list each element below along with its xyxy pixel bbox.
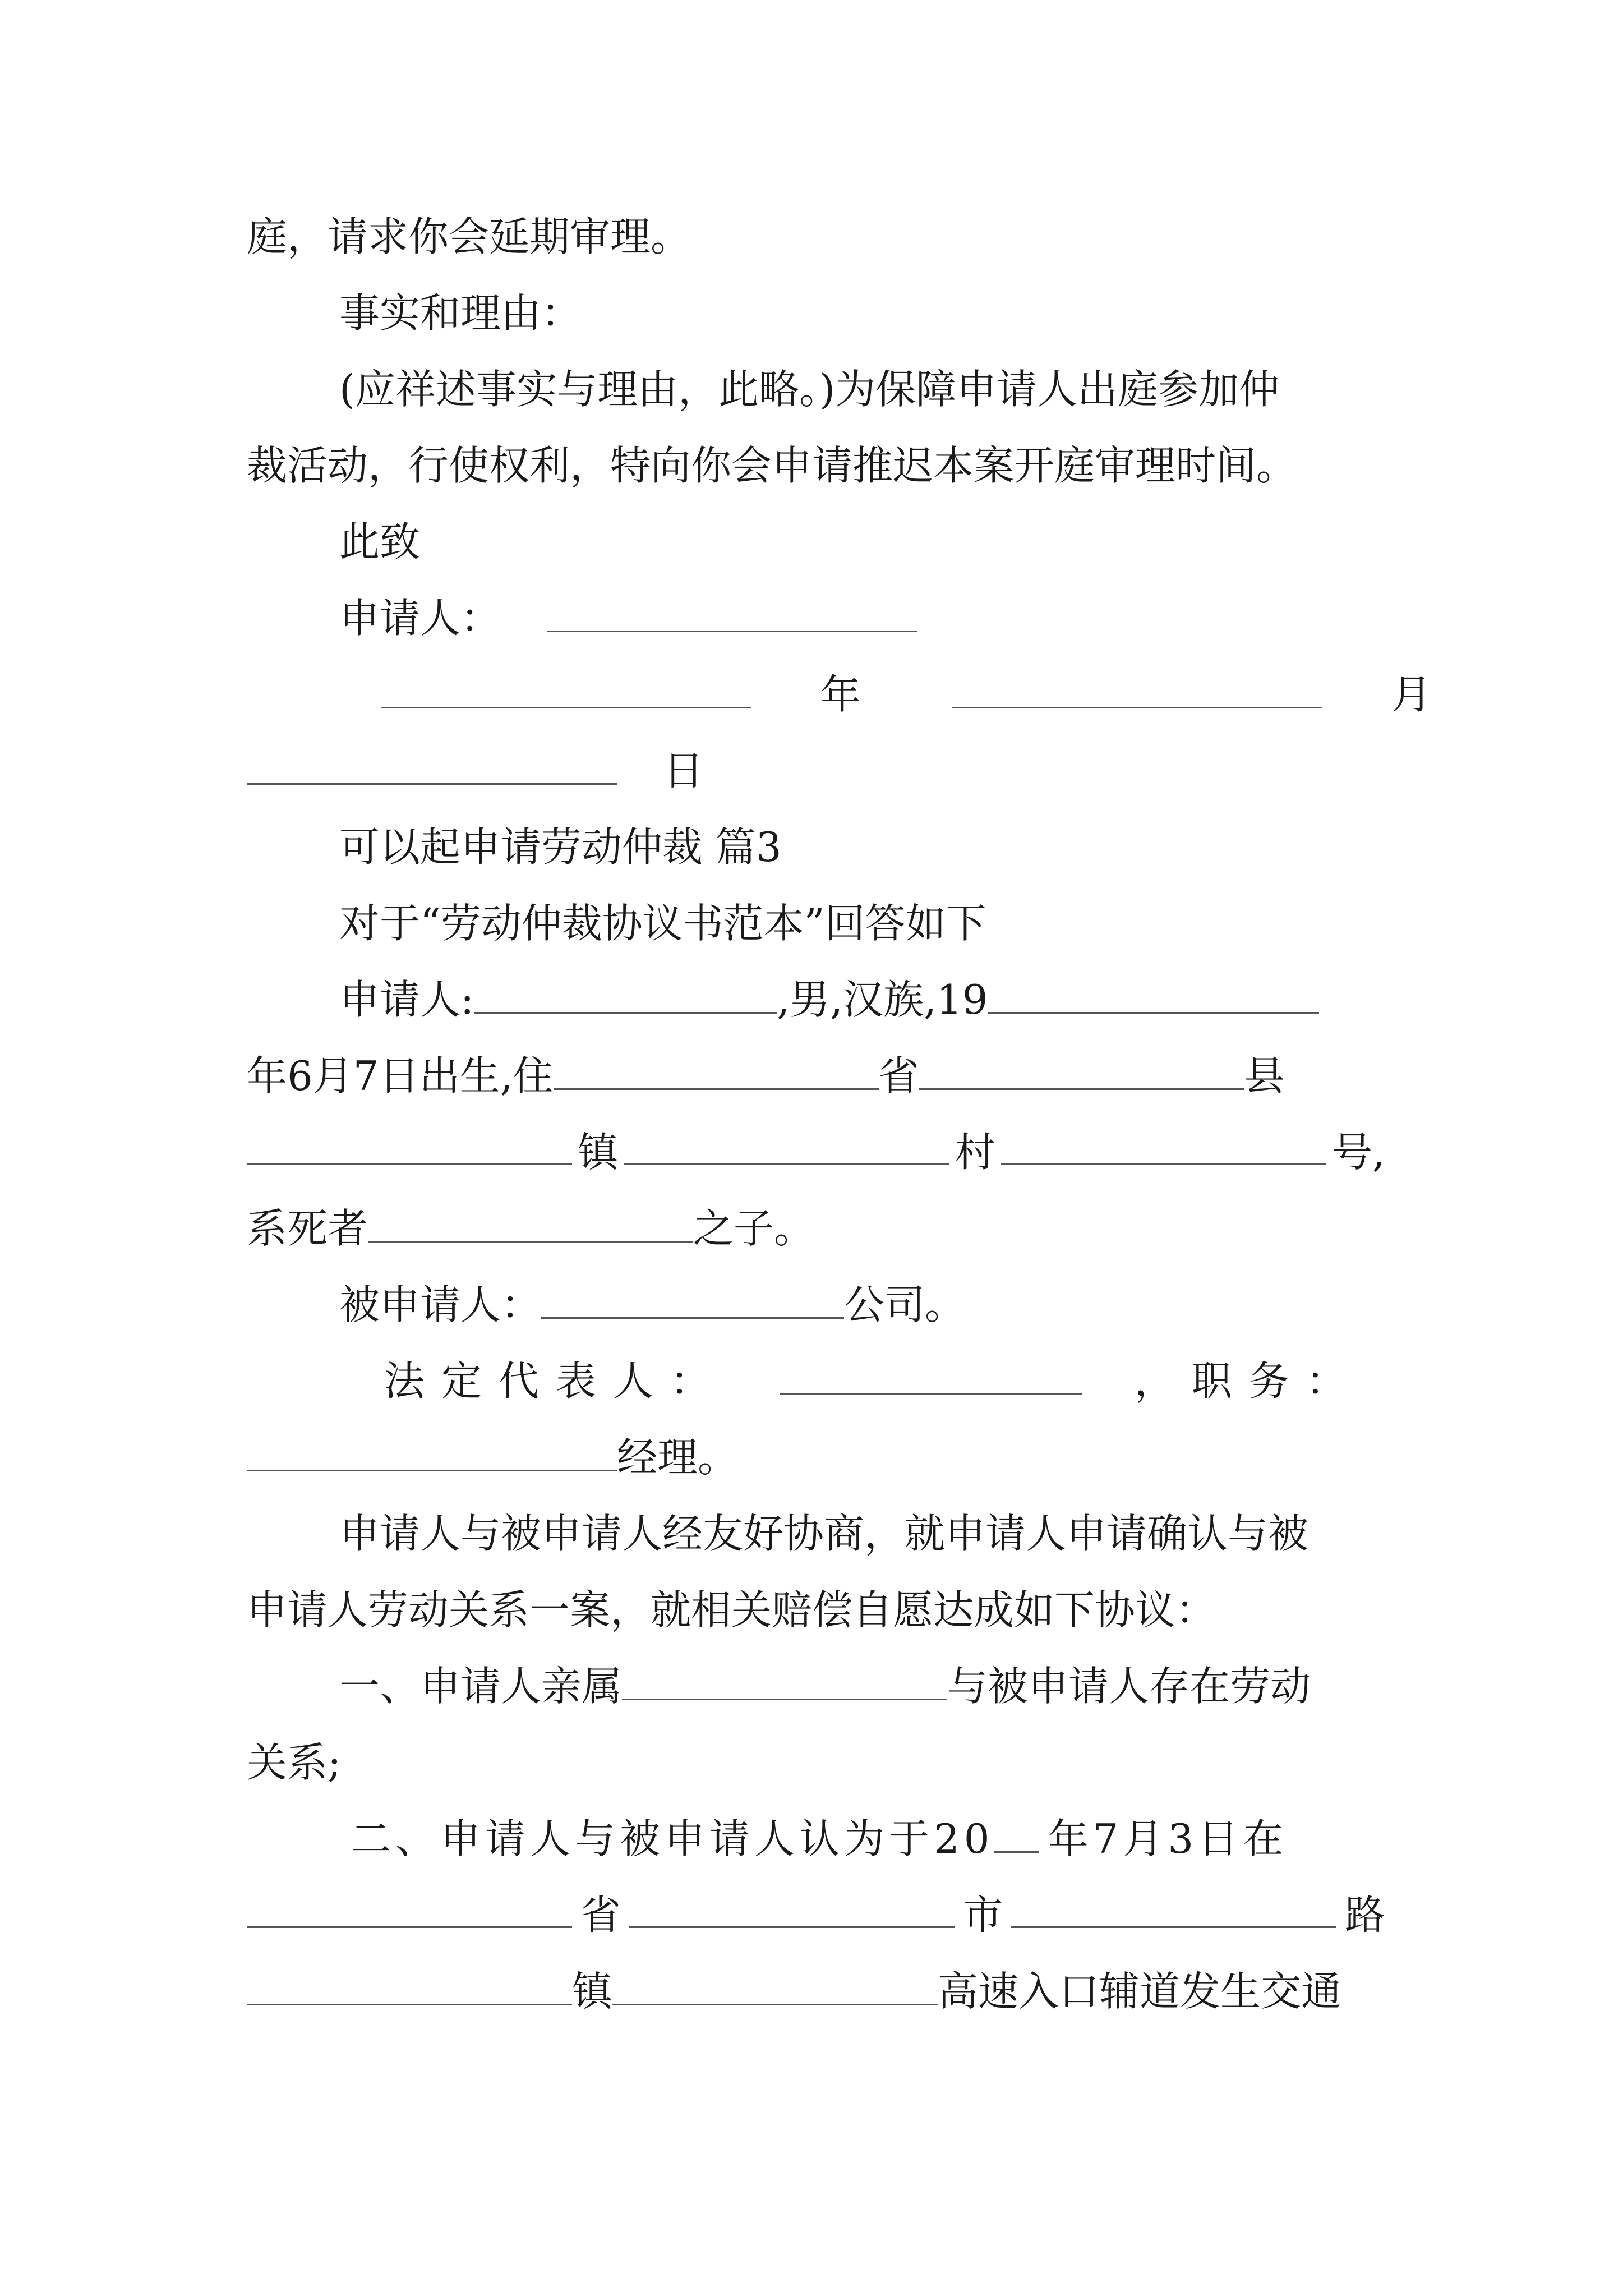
blank-field: [629, 1887, 955, 1928]
blank-field: [1011, 1887, 1336, 1928]
line-deceased: 系死者 之子。: [247, 1200, 1385, 1257]
blank-field: [547, 591, 917, 632]
blank-field: [474, 973, 777, 1014]
line-agreement-1: 申请人与被申请人经友好协商，就申请人申请确认与被: [339, 1510, 1309, 1557]
blank-field: [952, 668, 1322, 708]
line-respondent: 被申请人： 公司。: [339, 1277, 1385, 1333]
line-section-title: 可以起申请劳动仲裁 篇3: [339, 823, 782, 871]
blank-field: [247, 1124, 572, 1165]
line-agreement-2: 申请人劳动关系一案，就相关赔偿自愿达成如下协议：: [247, 1586, 1216, 1634]
blank-field: [554, 1049, 879, 1090]
blank-field: [624, 1124, 949, 1165]
blank-field: [247, 1887, 572, 1928]
blank-field: [247, 1964, 572, 2005]
blank-field: [1001, 1124, 1326, 1165]
line-3: (应祥述事实与理由，此略。)为保障申请人出庭参加仲: [339, 366, 1280, 413]
line-legal-rep: 法定代表人： ，职务：: [339, 1353, 1385, 1409]
blank-field: [988, 973, 1319, 1014]
line-address-detail: 镇 村 号,: [247, 1124, 1385, 1180]
blank-field: [541, 1278, 844, 1319]
blank-field: [919, 1049, 1244, 1090]
blank-field: [780, 1354, 1082, 1395]
line-clause-1: 一、申请人亲属 与被申请人存在劳动: [339, 1658, 1385, 1714]
blank-field: [247, 744, 617, 785]
line-1: 庭，请求你会延期审理。: [247, 213, 691, 260]
blank-field: [381, 668, 751, 708]
blank-field: [994, 1812, 1039, 1853]
blank-field: [612, 1964, 938, 2005]
line-4: 裁活动，行使权利，特向你会申请推迟本案开庭审理时间。: [247, 442, 1297, 489]
line-facts-heading: 事实和理由：: [339, 289, 582, 337]
line-intro: 对于“劳动仲裁协议书范本”回答如下: [339, 900, 986, 947]
line-clause-1-end: 关系;: [247, 1739, 342, 1786]
line-day: 日: [247, 743, 1385, 799]
line-date: 年 月: [247, 666, 1385, 723]
blank-field: [622, 1659, 947, 1700]
line-applicant-sign: 申请人：: [339, 590, 1385, 646]
line-location-2: 镇 高速入口辅道发生交通: [247, 1963, 1385, 2019]
line-applicant-info: 申请人: ,男,汉族,19: [339, 972, 1385, 1028]
line-salutation: 此致: [339, 518, 421, 565]
blank-field: [247, 1430, 617, 1471]
line-birth-address: 年6月7日出生,住 省 县: [247, 1048, 1385, 1104]
line-position: 经理。: [247, 1429, 1385, 1485]
line-clause-2: 二、申请人与被申请人认为于20 年7月3日在: [339, 1811, 1385, 1867]
line-location: 省 市 路: [247, 1887, 1385, 1943]
blank-field: [368, 1202, 693, 1243]
